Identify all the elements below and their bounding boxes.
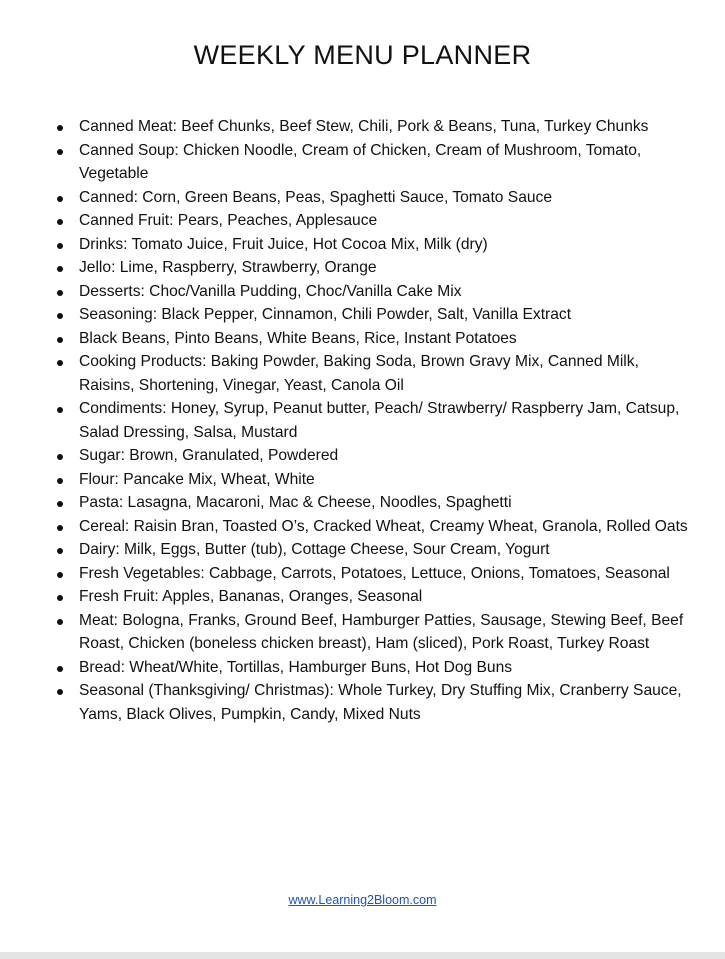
page-title: WEEKLY MENU PLANNER: [193, 40, 532, 70]
bullet-icon: [57, 572, 63, 578]
list-item-text: Drinks: Tomato Juice, Fruit Juice, Hot Cocoa Mix, Milk (dry): [79, 235, 488, 253]
list-item-text: Fresh Fruit: Apples, Bananas, Oranges, Seasonal: [79, 588, 423, 605]
bullet-icon: [57, 454, 63, 460]
bullet-icon: [57, 313, 63, 319]
bullet-icon: [57, 619, 63, 625]
list-item: [79, 679, 691, 726]
list-item: [79, 233, 691, 257]
bullet-icon: [57, 525, 63, 531]
bullet-icon: [57, 478, 63, 484]
list-item-text: Desserts: Choc/Vanilla Pudding, Choc/Vanilla Cake Mix: [79, 282, 462, 300]
list-item: [79, 256, 691, 280]
footer-website-link[interactable]: www.Learning2Bloom.com: [288, 893, 437, 907]
list-item: [79, 115, 691, 139]
menu-item-list: [79, 115, 691, 726]
list-item: [79, 609, 691, 656]
list-item: [79, 562, 691, 586]
list-item: [79, 444, 691, 468]
bullet-icon: [57, 360, 63, 366]
list-item-text: Canned Meat: Beef Chunks, Beef Stew, Chili, Pork & Beans, Tuna, Turkey Chunks: [79, 118, 649, 135]
list-item-text: Meat: Bologna, Franks, Ground Beef, Hamburger Patties, Sausage, Stewing Beef, Beef Roast, Chicken (boneless chicken breast), Ham (sliced), Pork Roast, Turkey Roast: [79, 611, 684, 652]
list-item: [79, 209, 691, 233]
bullet-icon: [57, 219, 63, 225]
footer: [0, 893, 725, 907]
list-item: [79, 350, 691, 397]
bullet-icon: [57, 407, 63, 413]
list-item-text: Bread: Wheat/White, Tortillas, Hamburger Buns, Hot Dog Buns: [79, 658, 513, 676]
list-item-text: Canned Soup: Chicken Noodle, Cream of Chicken, Cream of Mushroom, Tomato, Vegetable: [79, 141, 642, 182]
list-item-text: Canned: Corn, Green Beans, Peas, Spaghetti Sauce, Tomato Sauce: [79, 188, 553, 206]
list-item-text: Black Beans, Pinto Beans, White Beans, Rice, Instant Potatoes: [79, 329, 517, 347]
bullet-icon: [57, 125, 63, 131]
bullet-icon: [57, 689, 63, 695]
bullet-icon: [57, 243, 63, 249]
list-item-text: Seasonal (Thanksgiving/ Christmas): Whole Turkey, Dry Stuffing Mix, Cranberry Sauce, Yams, Black Olives, Pumpkin, Candy, Mixed Nuts: [79, 682, 682, 723]
list-item: [79, 585, 691, 609]
page-bottom-edge: [0, 952, 725, 959]
list-item-text: Jello: Lime, Raspberry, Strawberry, Orange: [79, 259, 377, 276]
bullet-icon: [57, 337, 63, 343]
list-item-text: Flour: Pancake Mix, Wheat, White: [79, 470, 315, 488]
list-item: [79, 327, 691, 351]
list-item-text: Pasta: Lasagna, Macaroni, Mac & Cheese, Noodles, Spaghetti: [79, 494, 512, 511]
list-item: [79, 468, 691, 492]
list-item-text: Dairy: Milk, Eggs, Butter (tub), Cottage Cheese, Sour Cream, Yogurt: [79, 541, 550, 558]
list-item: [79, 397, 691, 444]
list-item: [79, 656, 691, 680]
list-item: [79, 280, 691, 304]
list-item: [79, 491, 691, 515]
list-item: [79, 538, 691, 562]
list-item-text: Cooking Products: Baking Powder, Baking Soda, Brown Gravy Mix, Canned Milk, Raisins, Shortening, Vinegar, Yeast, Canola Oil: [79, 353, 639, 394]
list-item: [79, 139, 691, 186]
list-item-text: Condiments: Honey, Syrup, Peanut butter, Peach/ Strawberry/ Raspberry Jam, Catsup, Salad Dressing, Salsa, Mustard: [79, 400, 680, 441]
list-item-text: Cereal: Raisin Bran, Toasted O’s, Cracked Wheat, Creamy Wheat, Granola, Rolled Oats: [79, 517, 688, 535]
bullet-icon: [57, 196, 63, 202]
bullet-icon: [57, 501, 63, 507]
bullet-icon: [57, 290, 63, 296]
bullet-icon: [57, 595, 63, 601]
list-item: [79, 186, 691, 210]
bullet-icon: [57, 149, 63, 155]
bullet-icon: [57, 266, 63, 272]
list-item: [79, 515, 691, 539]
bullet-icon: [57, 666, 63, 672]
list-item-text: Seasoning: Black Pepper, Cinnamon, Chili Powder, Salt, Vanilla Extract: [79, 306, 572, 323]
bullet-icon: [57, 548, 63, 554]
list-item: [79, 303, 691, 327]
list-item-text: Sugar: Brown, Granulated, Powdered: [79, 447, 339, 464]
list-item-text: Fresh Vegetables: Cabbage, Carrots, Potatoes, Lettuce, Onions, Tomatoes, Seasonal: [79, 564, 670, 582]
list-item-text: Canned Fruit: Pears, Peaches, Applesauce: [79, 212, 378, 229]
